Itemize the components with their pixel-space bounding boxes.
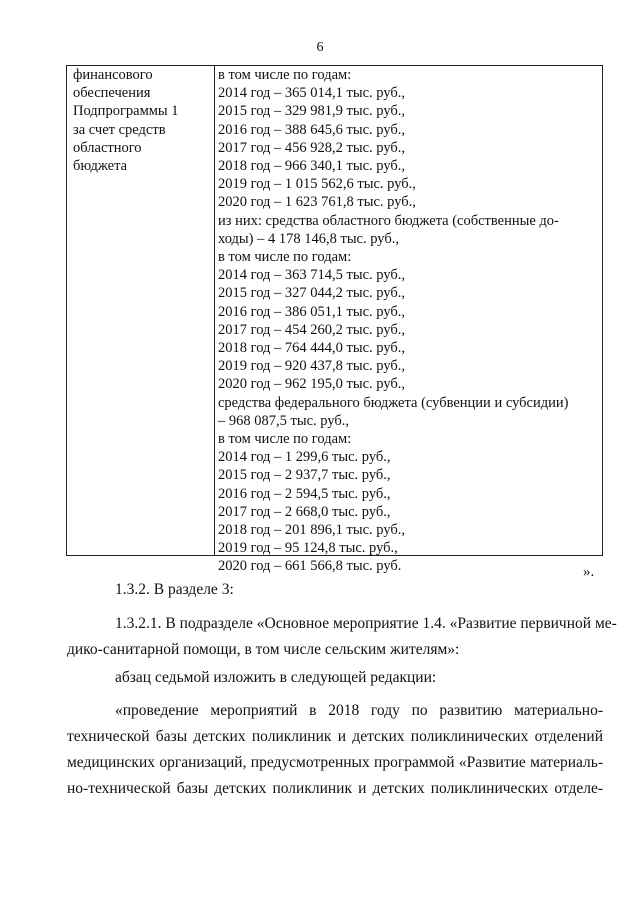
right-cell-line: 2018 год – 201 896,1 тыс. руб., [218,522,406,539]
right-cell-line: 2018 год – 764 444,0 тыс. руб., [218,340,406,357]
left-cell-line: Подпрограммы 1 [73,103,179,120]
left-cell-line: областного [73,139,142,156]
paragraph-instruction: абзац седьмой изложить в следующей редакции: [115,669,437,686]
right-cell-line: 2016 год – 2 594,5 тыс. руб., [218,485,391,502]
right-cell-line: 2019 год – 1 015 562,6 тыс. руб., [218,176,416,193]
right-cell-line: 2015 год – 329 981,9 тыс. руб., [218,103,406,120]
table-right-cell [218,66,598,576]
right-cell-line: 2020 год – 962 195,0 тыс. руб., [218,376,406,393]
funding-table [66,65,603,575]
right-cell-line: 2017 год – 454 260,2 тыс. руб., [218,321,406,338]
paragraph-subsection-line-1: 1.3.2.1. В подразделе «Основное мероприятие 1.4. «Развитие первичной ме- [115,615,617,632]
right-cell-line: 2015 год – 327 044,2 тыс. руб., [218,285,406,302]
left-cell-line: финансового [73,67,153,83]
right-cell-line: 2014 год – 363 714,5 тыс. руб., [218,267,406,284]
right-cell-line: 2019 год – 920 437,8 тыс. руб., [218,358,406,375]
right-cell-line: 2020 год – 1 623 761,8 тыс. руб., [218,194,416,211]
right-cell-line: средства федерального бюджета (субвенции и субсидии) [218,394,569,411]
right-cell-line: 2014 год – 365 014,1 тыс. руб., [218,85,406,102]
left-cell-line: обеспечения [73,85,151,102]
page-number: 6 [316,40,324,55]
right-cell-line: 2020 год – 661 566,8 тыс. руб. [218,558,402,575]
right-cell-line: 2014 год – 1 299,6 тыс. руб., [218,449,391,466]
right-cell-line: 2016 год – 386 051,1 тыс. руб., [218,303,406,320]
paragraph-section-3: 1.3.2. В разделе 3: [115,581,234,598]
left-cell-line: бюджета [73,158,128,175]
paragraph-quote-line-4: но-технической базы детских поликлиник и детских поликлинических отделе- [67,780,603,797]
right-cell-line: из них: средства областного бюджета (собственные до- [218,212,559,229]
right-cell-line: 2016 год – 388 645,6 тыс. руб., [218,121,406,138]
right-cell-line: 2017 год – 2 668,0 тыс. руб., [218,503,391,520]
paragraph-quote-line-2: технической базы детских поликлиник и детских поликлинических отделений [67,728,603,745]
paragraph-quote-line-1: «проведение мероприятий в 2018 году по развитию материально- [115,702,603,719]
right-cell-line: 2017 год – 456 928,2 тыс. руб., [218,139,406,156]
table-left-cell [73,66,213,175]
table-column-divider [214,66,215,555]
right-cell-line: – 968 087,5 тыс. руб., [218,412,350,429]
right-cell-line: 2015 год – 2 937,7 тыс. руб., [218,467,391,484]
right-cell-line: в том числе по годам: [218,249,352,266]
left-cell-line: за счет средств [73,121,166,138]
paragraph-subsection-line-2: дико-санитарной помощи, в том числе сельским жителям»: [67,641,460,658]
right-cell-line: 2018 год – 966 340,1 тыс. руб., [218,158,406,175]
right-cell-line: 2019 год – 95 124,8 тыс. руб., [218,540,398,557]
paragraph-quote-line-3: медицинских организаций, предусмотренных программой «Развитие материаль- [67,754,603,771]
right-cell-line: в том числе по годам: [218,431,352,448]
closing-quote: ». [583,564,595,580]
right-cell-line: в том числе по годам: [218,67,352,83]
right-cell-line: ходы) – 4 178 146,8 тыс. руб., [218,230,399,247]
